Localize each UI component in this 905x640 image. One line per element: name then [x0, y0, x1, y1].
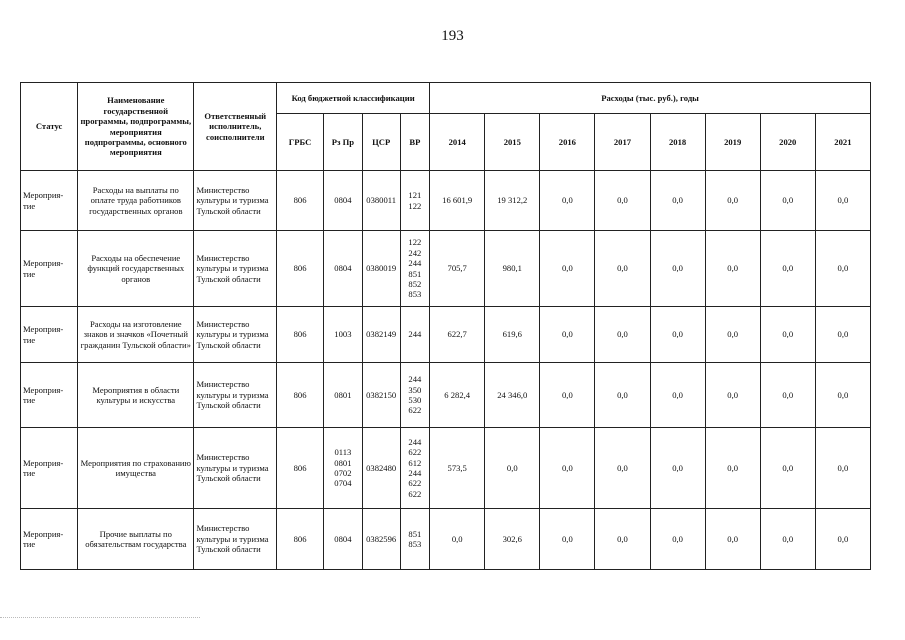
value-2019: 0,0	[705, 428, 760, 509]
row-csr: 0382150	[362, 363, 400, 428]
rzpr-code: 0801	[334, 457, 352, 468]
value-2021: 0,0	[815, 509, 870, 570]
vr-code: 244	[408, 374, 422, 385]
vr-code: 851	[408, 268, 422, 279]
value-2019: 0,0	[705, 171, 760, 231]
vr-code: 242	[408, 247, 422, 258]
value-2017: 0,0	[595, 231, 650, 307]
row-name: Прочие выплаты по обязательствам государства	[78, 509, 194, 570]
value-2020: 0,0	[760, 231, 815, 307]
table-row	[21, 509, 871, 570]
row-name: Мероприятия по страхованию имущества	[78, 428, 194, 509]
row-name: Расходы на обеспечение функций государственных органов	[78, 231, 194, 307]
row-executor: Министерство культуры и туризма Тульской области	[194, 307, 277, 363]
value-2016: 0,0	[540, 509, 595, 570]
header-year-2015: 2015	[485, 114, 540, 171]
header-year-2017: 2017	[595, 114, 650, 171]
header-executor: Ответственный исполнитель, соисполнители	[194, 83, 277, 171]
rzpr-code: 0704	[334, 478, 352, 489]
row-csr: 0382596	[362, 509, 400, 570]
page-number: 193	[441, 28, 464, 44]
header-year-2016: 2016	[540, 114, 595, 171]
row-rzpr	[324, 363, 363, 428]
value-2017: 0,0	[595, 428, 650, 509]
table-row	[21, 363, 871, 428]
header-budget-code: Код бюджетной классификации	[277, 83, 430, 114]
budget-table	[20, 82, 871, 570]
row-name: Мероприятия в области культуры и искусства	[78, 363, 194, 428]
value-2018: 0,0	[650, 171, 705, 231]
row-csr: 0382149	[362, 307, 400, 363]
value-2020: 0,0	[760, 307, 815, 363]
row-vr	[400, 307, 430, 363]
row-rzpr	[324, 428, 363, 509]
row-grbs: 806	[277, 231, 324, 307]
row-grbs: 806	[277, 171, 324, 231]
vr-code: 244	[408, 329, 422, 340]
vr-code: 530	[408, 395, 422, 405]
value-2016: 0,0	[540, 363, 595, 428]
row-grbs: 806	[277, 363, 324, 428]
value-2020: 0,0	[760, 428, 815, 509]
rzpr-code: 0702	[334, 468, 352, 478]
value-2019: 0,0	[705, 307, 760, 363]
value-2014: 573,5	[430, 428, 485, 509]
vr-code: 244	[408, 258, 422, 269]
row-status: Мероприя-тие	[21, 509, 78, 570]
vr-code: 350	[408, 384, 422, 395]
row-status: Мероприя-тие	[21, 307, 78, 363]
value-2017: 0,0	[595, 171, 650, 231]
vr-code: 122	[408, 237, 422, 248]
vr-code: 622	[408, 447, 422, 458]
row-status: Мероприя-тие	[21, 363, 78, 428]
value-2020: 0,0	[760, 363, 815, 428]
value-2014: 16 601,9	[430, 171, 485, 231]
vr-code: 852	[408, 278, 422, 289]
value-2020: 0,0	[760, 171, 815, 231]
vr-code: 121	[408, 190, 422, 201]
vr-code: 612	[408, 457, 422, 468]
rzpr-code: 0113	[334, 447, 352, 458]
table-row	[21, 428, 871, 509]
row-grbs: 806	[277, 428, 324, 509]
value-2014: 622,7	[430, 307, 485, 363]
table-row	[21, 307, 871, 363]
header-grbs: ГРБС	[277, 114, 324, 171]
header-vr: ВР	[400, 114, 430, 171]
vr-code: 853	[408, 289, 422, 300]
row-csr: 0382480	[362, 428, 400, 509]
row-csr: 0380019	[362, 231, 400, 307]
header-csr: ЦСР	[362, 114, 400, 171]
value-2017: 0,0	[595, 509, 650, 570]
row-vr	[400, 231, 430, 307]
row-vr	[400, 171, 430, 231]
row-executor: Министерство культуры и туризма Тульской области	[194, 363, 277, 428]
row-rzpr	[324, 307, 363, 363]
row-status: Мероприя-тие	[21, 231, 78, 307]
header-rzpr: Рз Пр	[324, 114, 363, 171]
row-executor: Министерство культуры и туризма Тульской области	[194, 428, 277, 509]
value-2016: 0,0	[540, 428, 595, 509]
value-2018: 0,0	[650, 307, 705, 363]
value-2015: 24 346,0	[485, 363, 540, 428]
row-status: Мероприя-тие	[21, 428, 78, 509]
row-vr	[400, 363, 430, 428]
row-rzpr	[324, 171, 363, 231]
vr-code: 851	[408, 528, 422, 539]
value-2016: 0,0	[540, 307, 595, 363]
row-executor: Министерство культуры и туризма Тульской области	[194, 231, 277, 307]
value-2018: 0,0	[650, 363, 705, 428]
value-2014: 0,0	[430, 509, 485, 570]
row-executor: Министерство культуры и туризма Тульской области	[194, 509, 277, 570]
value-2020: 0,0	[760, 509, 815, 570]
row-rzpr	[324, 509, 363, 570]
rzpr-code: 0801	[334, 389, 352, 400]
value-2015: 19 312,2	[485, 171, 540, 231]
table-row	[21, 231, 871, 307]
vr-code: 622	[408, 478, 422, 489]
row-grbs: 806	[277, 307, 324, 363]
header-year-2018: 2018	[650, 114, 705, 171]
value-2019: 0,0	[705, 509, 760, 570]
value-2018: 0,0	[650, 428, 705, 509]
row-csr: 0380011	[362, 171, 400, 231]
vr-code: 622	[408, 405, 422, 416]
value-2017: 0,0	[595, 363, 650, 428]
row-vr	[400, 428, 430, 509]
value-2021: 0,0	[815, 363, 870, 428]
value-2015: 302,6	[485, 509, 540, 570]
value-2015: 619,6	[485, 307, 540, 363]
value-2014: 705,7	[430, 231, 485, 307]
row-vr	[400, 509, 430, 570]
value-2016: 0,0	[540, 171, 595, 231]
vr-code: 622	[408, 488, 422, 499]
header-name: Наименование государственной программы, подпрограммы, мероприятия подпрограммы, основного мероприятия	[78, 83, 194, 171]
value-2015: 0,0	[485, 428, 540, 509]
scan-artifact-line	[0, 617, 200, 618]
row-rzpr	[324, 231, 363, 307]
value-2017: 0,0	[595, 307, 650, 363]
rzpr-code: 1003	[334, 329, 352, 340]
vr-code: 244	[408, 468, 422, 478]
vr-code: 853	[408, 539, 422, 549]
header-expenses: Расходы (тыс. руб.), годы	[430, 83, 871, 114]
value-2015: 980,1	[485, 231, 540, 307]
table-row	[21, 171, 871, 231]
row-executor: Министерство культуры и туризма Тульской области	[194, 171, 277, 231]
header-year-2014: 2014	[430, 114, 485, 171]
value-2021: 0,0	[815, 171, 870, 231]
rzpr-code: 0804	[334, 263, 352, 274]
row-name: Расходы на изготовление знаков и значков «Почетный гражданин Тульской области»	[78, 307, 194, 363]
value-2021: 0,0	[815, 307, 870, 363]
vr-code: 244	[408, 436, 422, 447]
value-2014: 6 282,4	[430, 363, 485, 428]
value-2019: 0,0	[705, 231, 760, 307]
header-year-2019: 2019	[705, 114, 760, 171]
header-year-2020: 2020	[760, 114, 815, 171]
value-2019: 0,0	[705, 363, 760, 428]
rzpr-code: 0804	[334, 533, 352, 544]
row-name: Расходы на выплаты по оплате труда работников государственных органов	[78, 171, 194, 231]
rzpr-code: 0804	[334, 195, 352, 206]
value-2018: 0,0	[650, 509, 705, 570]
value-2016: 0,0	[540, 231, 595, 307]
row-grbs: 806	[277, 509, 324, 570]
value-2021: 0,0	[815, 231, 870, 307]
header-status: Статус	[21, 83, 78, 171]
row-status: Мероприя-тие	[21, 171, 78, 231]
value-2018: 0,0	[650, 231, 705, 307]
value-2021: 0,0	[815, 428, 870, 509]
header-year-2021: 2021	[815, 114, 870, 171]
vr-code: 122	[408, 200, 422, 211]
